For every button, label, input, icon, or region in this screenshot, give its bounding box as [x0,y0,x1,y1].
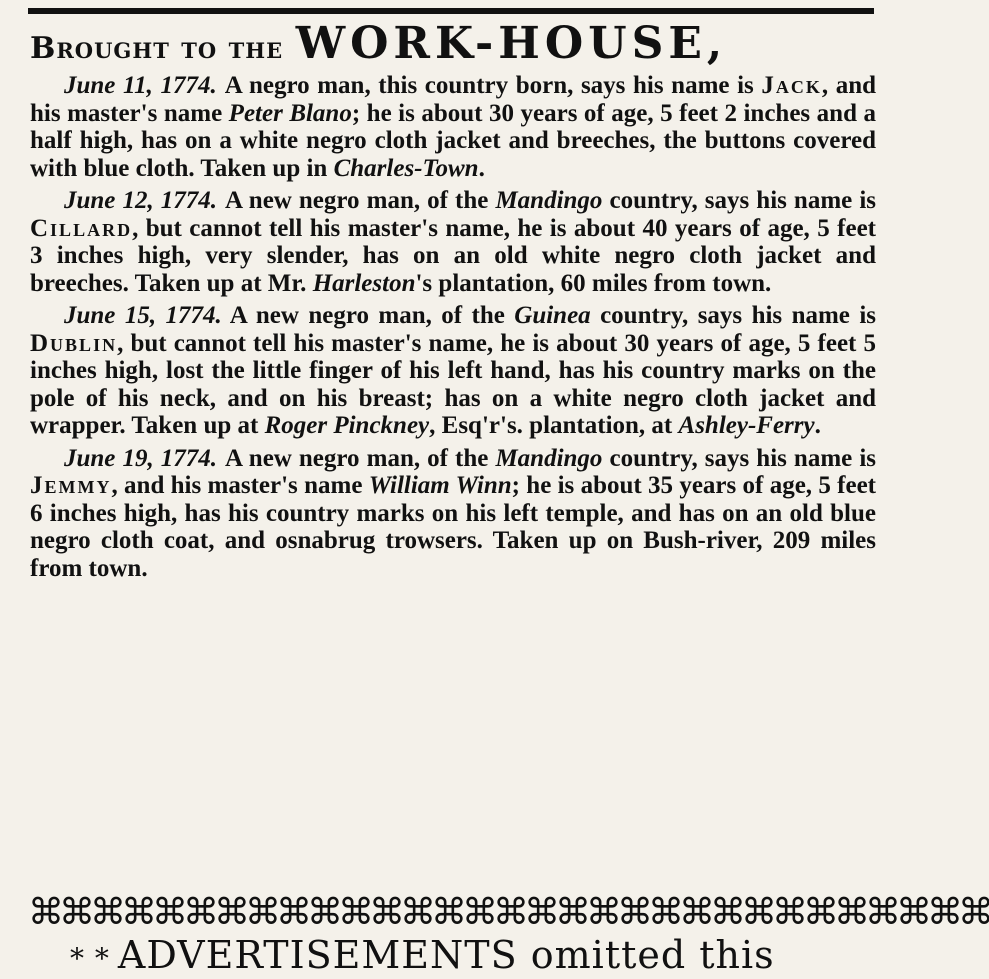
entry-text: . [814,412,821,439]
entry-text: , and his master's name [111,472,369,499]
entry-text: , and his master's name [30,72,877,127]
entry-text: 's plantation, 60 miles from town. [415,269,772,297]
entry-text: A new negro man, of the [225,444,496,472]
entry-place: Charles-Town [333,154,479,182]
entry-cillard [30,187,876,297]
entry-text: , but cannot tell his master's name, he is about 40 years of age, 5 feet 3 inches high, very slender, has on an old white negro cloth jacket and breeches. Taken up at Mr. [30,214,876,297]
entry-date: June 11, 1774. [64,72,217,99]
top-rule [28,8,874,14]
heading-small: Brought to the [30,31,284,66]
heading [30,18,880,69]
entry-person-name: Cillard [30,214,133,242]
entry-dublin [30,302,876,440]
entry-text: , Esq'r's. plantation, at [429,412,679,439]
notice-body [30,72,876,587]
entry-text: country, says his name is [590,302,876,329]
entry-text: . [478,154,485,182]
entry-text: A new negro man, of the [229,302,515,329]
entry-text: A negro man, this country born, says his name is [224,72,762,99]
footer-text: ADVERTISEMENTS omitted this [117,933,775,977]
entry-jack [30,72,876,182]
footer-notice [70,935,890,979]
entry-place: Ashley-Ferry [678,412,815,439]
entry-country: Mandingo [495,444,603,472]
entry-country: Guinea [514,302,591,329]
entry-text: country, says his name is [602,187,877,214]
entry-text: country, says his name is [602,444,877,472]
entry-date: June 19, 1774. [64,444,218,472]
entry-text: A new negro man, of the [225,187,496,214]
heading-big: WORK-HOUSE, [295,18,728,69]
entry-text: ; he is about 30 years of age, 5 feet 2 inches and a half high, has on a white negro cloth jacket and breeches, the buttons covered with blue cloth. Taken up in [30,99,876,182]
entry-date: June 12, 1774. [64,187,218,214]
entry-master-name: Peter Blano [228,99,352,127]
entry-country: Mandingo [495,187,603,214]
entry-owner-name: Roger Pinckney [264,412,430,439]
entry-text: ; he is about 35 years of age, 5 feet 6 inches high, has his country marks on his left temple, and has on an old blue negro cloth coat, and osnabrug trowsers. Taken up on Bush-river, 209 miles from town. [30,472,876,582]
entry-text: , but cannot tell his master's name, he is about 30 years of age, 5 feet 5 inches high, lost the little finger of his left hand, has his country marks on the pole of his neck, and on his breast; has on a white negro cloth jacket and wrapper. Taken up at [30,329,876,439]
ornamental-border: ⌘⌘⌘⌘⌘⌘⌘⌘⌘⌘⌘⌘⌘⌘⌘⌘⌘⌘⌘⌘⌘⌘⌘⌘⌘⌘⌘⌘⌘⌘⌘ [28,892,989,933]
entry-person-name: Jack [761,72,822,99]
entry-place: Harleston [312,269,416,297]
entry-person-name: Dublin [30,329,118,357]
entry-jemmy [30,445,876,583]
entry-master-name: William Winn [368,472,512,499]
entry-person-name: Jemmy [30,472,112,499]
entry-date: June 15, 1774. [64,302,222,329]
asterism-mark: * * [70,942,110,975]
